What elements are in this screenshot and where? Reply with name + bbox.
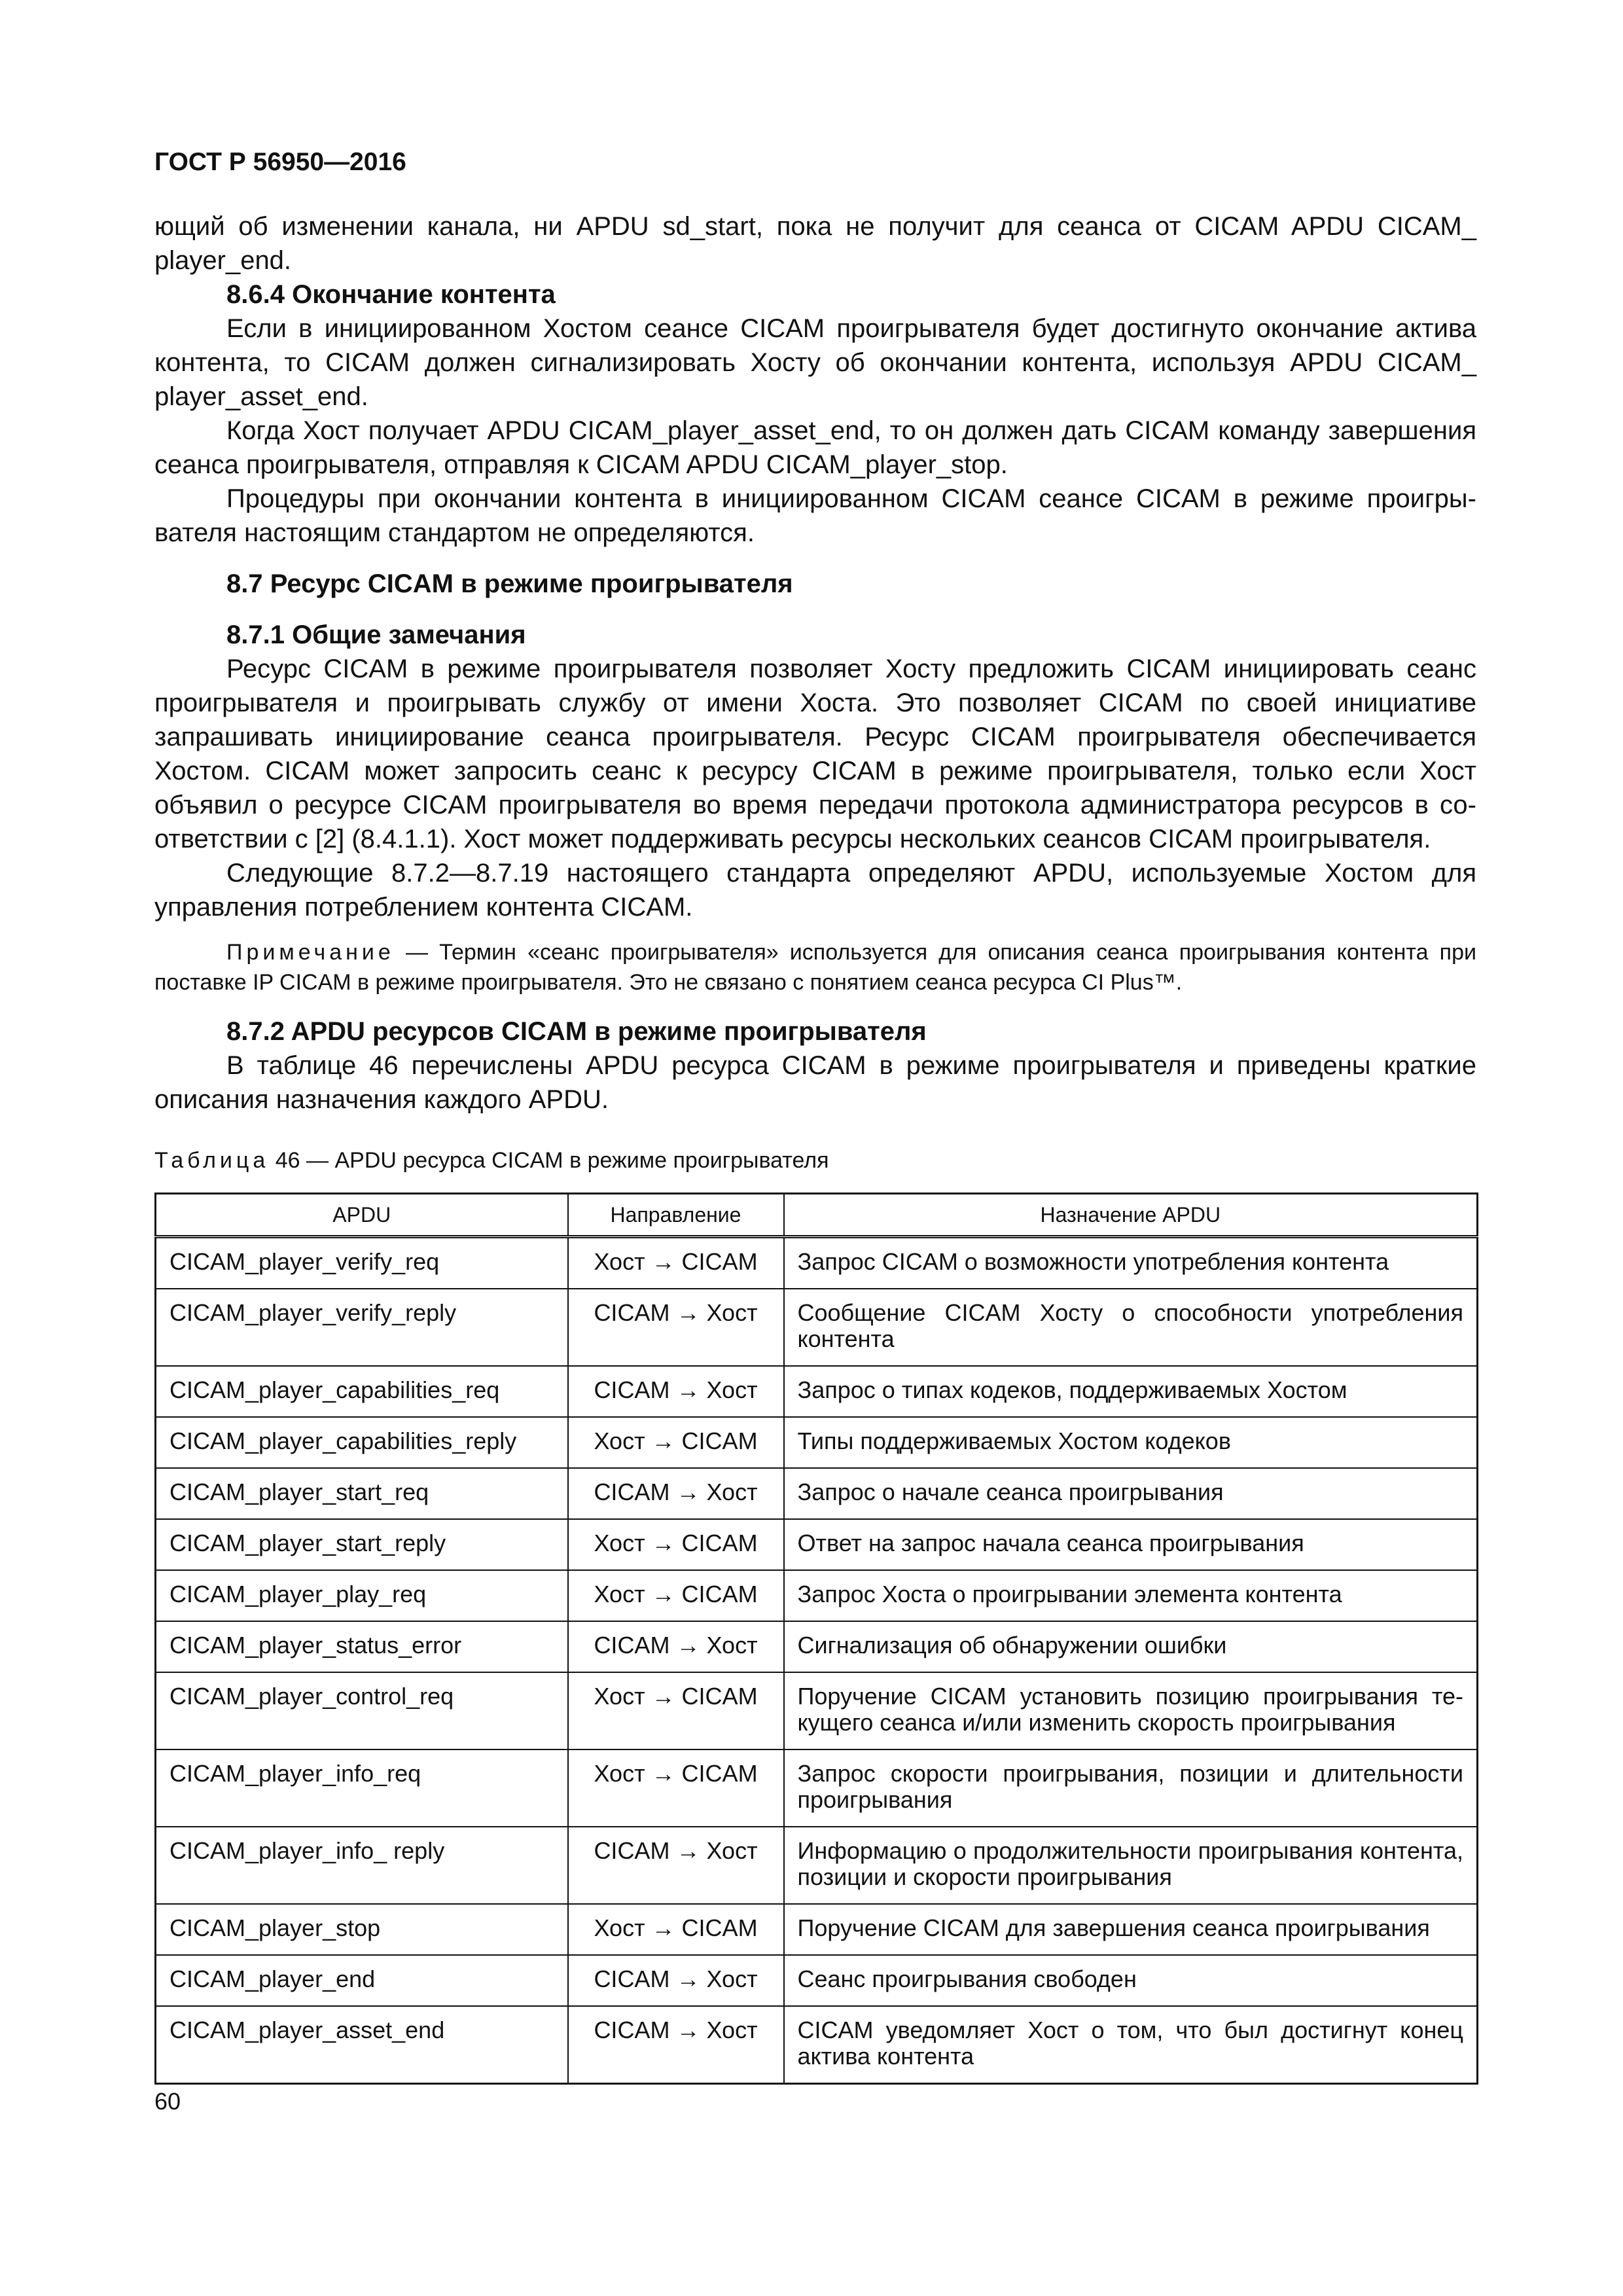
cell-purpose: Поручение CICAM для завершения сеанса проигрывания bbox=[784, 1904, 1478, 1955]
table-header-row bbox=[156, 1194, 1478, 1237]
cell-purpose: Поручение CICAM установить позицию проигрывания текущего сеанса и/или изменить скорость проигрывания bbox=[784, 1672, 1478, 1749]
heading-8-7-2: 8.7.2 APDU ресурсов CICAM в режиме проигрывателя bbox=[226, 1017, 927, 1046]
cell-apdu: CICAM_player_start_reply bbox=[156, 1519, 568, 1570]
cell-direction: CICAM → Хост bbox=[568, 1289, 784, 1366]
cell-direction: Хост → CICAM bbox=[568, 1237, 784, 1289]
cell-direction: Хост → CICAM bbox=[568, 1519, 784, 1570]
cell-direction: Хост → CICAM bbox=[568, 1749, 784, 1827]
document-page bbox=[154, 148, 1476, 2085]
cell-purpose: CICAM уведомляет Хост о том, что был достигнут конец актива контента bbox=[784, 2006, 1478, 2084]
header-purpose: Назначение APDU bbox=[784, 1194, 1478, 1237]
apdu-table bbox=[154, 1193, 1478, 2085]
cell-direction: Хост → CICAM bbox=[568, 1570, 784, 1621]
cell-apdu: CICAM_player_capabilities_reply bbox=[156, 1417, 568, 1468]
cell-apdu: CICAM_player_info_ reply bbox=[156, 1827, 568, 1904]
heading-8-6-4: 8.6.4 Окончание контента bbox=[226, 280, 556, 309]
paragraph-table-intro: В таблице 46 перечислены APDU ресурса CICAM в режиме проигрывателя и приведены краткие описания назначения каждого APDU. bbox=[154, 1051, 1476, 1114]
cell-apdu: CICAM_player_start_req bbox=[156, 1468, 568, 1519]
cell-purpose: Информацию о продолжительности проигрывания контента, позиции и скорости проигрывания bbox=[784, 1827, 1478, 1904]
table-row bbox=[156, 1672, 1478, 1749]
cell-apdu: CICAM_player_verify_req bbox=[156, 1237, 568, 1289]
table-row bbox=[156, 1827, 1478, 1904]
table-row bbox=[156, 1955, 1478, 2006]
cell-purpose: Сеанс проигрывания свободен bbox=[784, 1955, 1478, 2006]
paragraph-host-receives: Когда Хост получает APDU CICAM_player_asset_end, то он должен дать CICAM команду завершения сеанса проигрывателя, отправляя к CICAM APDU CICAM_player_stop. bbox=[154, 416, 1476, 479]
table-row bbox=[156, 1904, 1478, 1955]
cell-apdu: CICAM_player_status_error bbox=[156, 1621, 568, 1672]
table-caption-text: 46 — APDU ресурса CICAM в режиме проигрывателя bbox=[269, 1148, 829, 1173]
cell-direction: Хост → CICAM bbox=[568, 1904, 784, 1955]
cell-purpose: Запрос CICAM о возможности употребления контента bbox=[784, 1237, 1478, 1289]
cell-apdu: CICAM_player_asset_end bbox=[156, 2006, 568, 2084]
cell-purpose: Запрос Хоста о проигрывании элемента контента bbox=[784, 1570, 1478, 1621]
cell-direction: CICAM → Хост bbox=[568, 1827, 784, 1904]
cell-purpose: Ответ на запрос начала сеанса проигрывания bbox=[784, 1519, 1478, 1570]
cell-direction: CICAM → Хост bbox=[568, 1366, 784, 1417]
cell-apdu: CICAM_player_capabilities_req bbox=[156, 1366, 568, 1417]
note-text: — Термин «сеанс проигрывателя» используется для описания сеанса проигрывания контента при поставке IP CICAM в режиме проигрывателя. Это не связано с понятием сеанса ресурса CI Plus™. bbox=[154, 940, 1476, 995]
paragraph-resource-overview: Ресурс CICAM в режиме проигрывателя позволяет Хосту предложить CICAM инициировать сеанс проигрывателя и проигрывать службу от имени Хоста. Это позволяет CICAM по своей инициативе запрашивать инициирование сеанса проигрывателя. Ресурс CICAM проигрывателя обеспечивается Хостом. CICAM может запросить сеанс к ресурсу CICAM в режиме проигрывателя, только если Хост объявил о ресурсе CICAM проигрывателя во время передачи протокола администратора ресурсов в соответствии с [2] (8.4.1.1). Хост может поддерживать ресурсы нескольких сеансов CICAM проигрывателя. bbox=[154, 655, 1476, 853]
cell-apdu: CICAM_player_stop bbox=[156, 1904, 568, 1955]
paragraph-procedures: Процедуры при окончании контента в инициированном CICAM сеансе CICAM в режиме проигрывателя настоящим стандартом не определяются. bbox=[154, 484, 1476, 547]
cell-purpose: Запрос о типах кодеков, поддерживаемых Хостом bbox=[784, 1366, 1478, 1417]
cell-purpose: Запрос скорости проигрывания, позиции и длительности проигрывания bbox=[784, 1749, 1478, 1827]
table-caption bbox=[154, 1145, 1476, 1175]
cell-apdu: CICAM_player_play_req bbox=[156, 1570, 568, 1621]
table-row bbox=[156, 1468, 1478, 1519]
cell-direction: CICAM → Хост bbox=[568, 1621, 784, 1672]
cell-apdu: CICAM_player_end bbox=[156, 1955, 568, 2006]
table-caption-label: Таблица bbox=[154, 1148, 270, 1173]
cell-apdu: CICAM_player_verify_reply bbox=[156, 1289, 568, 1366]
table-row bbox=[156, 2006, 1478, 2084]
table-row bbox=[156, 1621, 1478, 1672]
cell-apdu: CICAM_player_info_req bbox=[156, 1749, 568, 1827]
table-row bbox=[156, 1289, 1478, 1366]
cell-direction: Хост → CICAM bbox=[568, 1417, 784, 1468]
cell-purpose: Сигнализация об обнаружении ошибки bbox=[784, 1621, 1478, 1672]
header-direction: Направление bbox=[568, 1194, 784, 1237]
heading-8-7: 8.7 Ресурс CICAM в режиме проигрывателя bbox=[226, 569, 793, 598]
cell-direction: CICAM → Хост bbox=[568, 1955, 784, 2006]
paragraph-following-sections: Следующие 8.7.2—8.7.19 настоящего стандарта определяют APDU, используемые Хостом для управления потреблением контента CICAM. bbox=[154, 859, 1476, 922]
paragraph-continuation: ющий об изменении канала, ни APDU sd_start, пока не получит для сеанса от CICAM APDU CICAM_ player_end. bbox=[154, 212, 1476, 275]
cell-direction: CICAM → Хост bbox=[568, 1468, 784, 1519]
cell-apdu: CICAM_player_control_req bbox=[156, 1672, 568, 1749]
table-row bbox=[156, 1519, 1478, 1570]
page-number: 60 bbox=[154, 2088, 181, 2115]
table-row bbox=[156, 1570, 1478, 1621]
document-header: ГОСТ Р 56950—2016 bbox=[154, 148, 406, 176]
header-apdu: APDU bbox=[156, 1194, 568, 1237]
table-row bbox=[156, 1417, 1478, 1468]
heading-8-7-1: 8.7.1 Общие замечания bbox=[226, 620, 526, 649]
cell-purpose: Запрос о начале сеанса проигрывания bbox=[784, 1468, 1478, 1519]
cell-direction: CICAM → Хост bbox=[568, 2006, 784, 2084]
cell-purpose: Типы поддерживаемых Хостом кодеков bbox=[784, 1417, 1478, 1468]
table-row bbox=[156, 1366, 1478, 1417]
note-label: Примечание bbox=[226, 940, 395, 965]
note bbox=[154, 937, 1476, 997]
cell-direction: Хост → CICAM bbox=[568, 1672, 784, 1749]
table-row bbox=[156, 1237, 1478, 1289]
paragraph-content-end: Если в инициированном Хостом сеансе CICAM проигрывателя будет достигнуто окончание актива контента, то CICAM должен сигнализировать Хосту об окончании контента, используя APDU CICAM_ player_asset_end. bbox=[154, 314, 1476, 411]
cell-purpose: Сообщение CICAM Хосту о способности употребления контента bbox=[784, 1289, 1478, 1366]
table-row bbox=[156, 1749, 1478, 1827]
